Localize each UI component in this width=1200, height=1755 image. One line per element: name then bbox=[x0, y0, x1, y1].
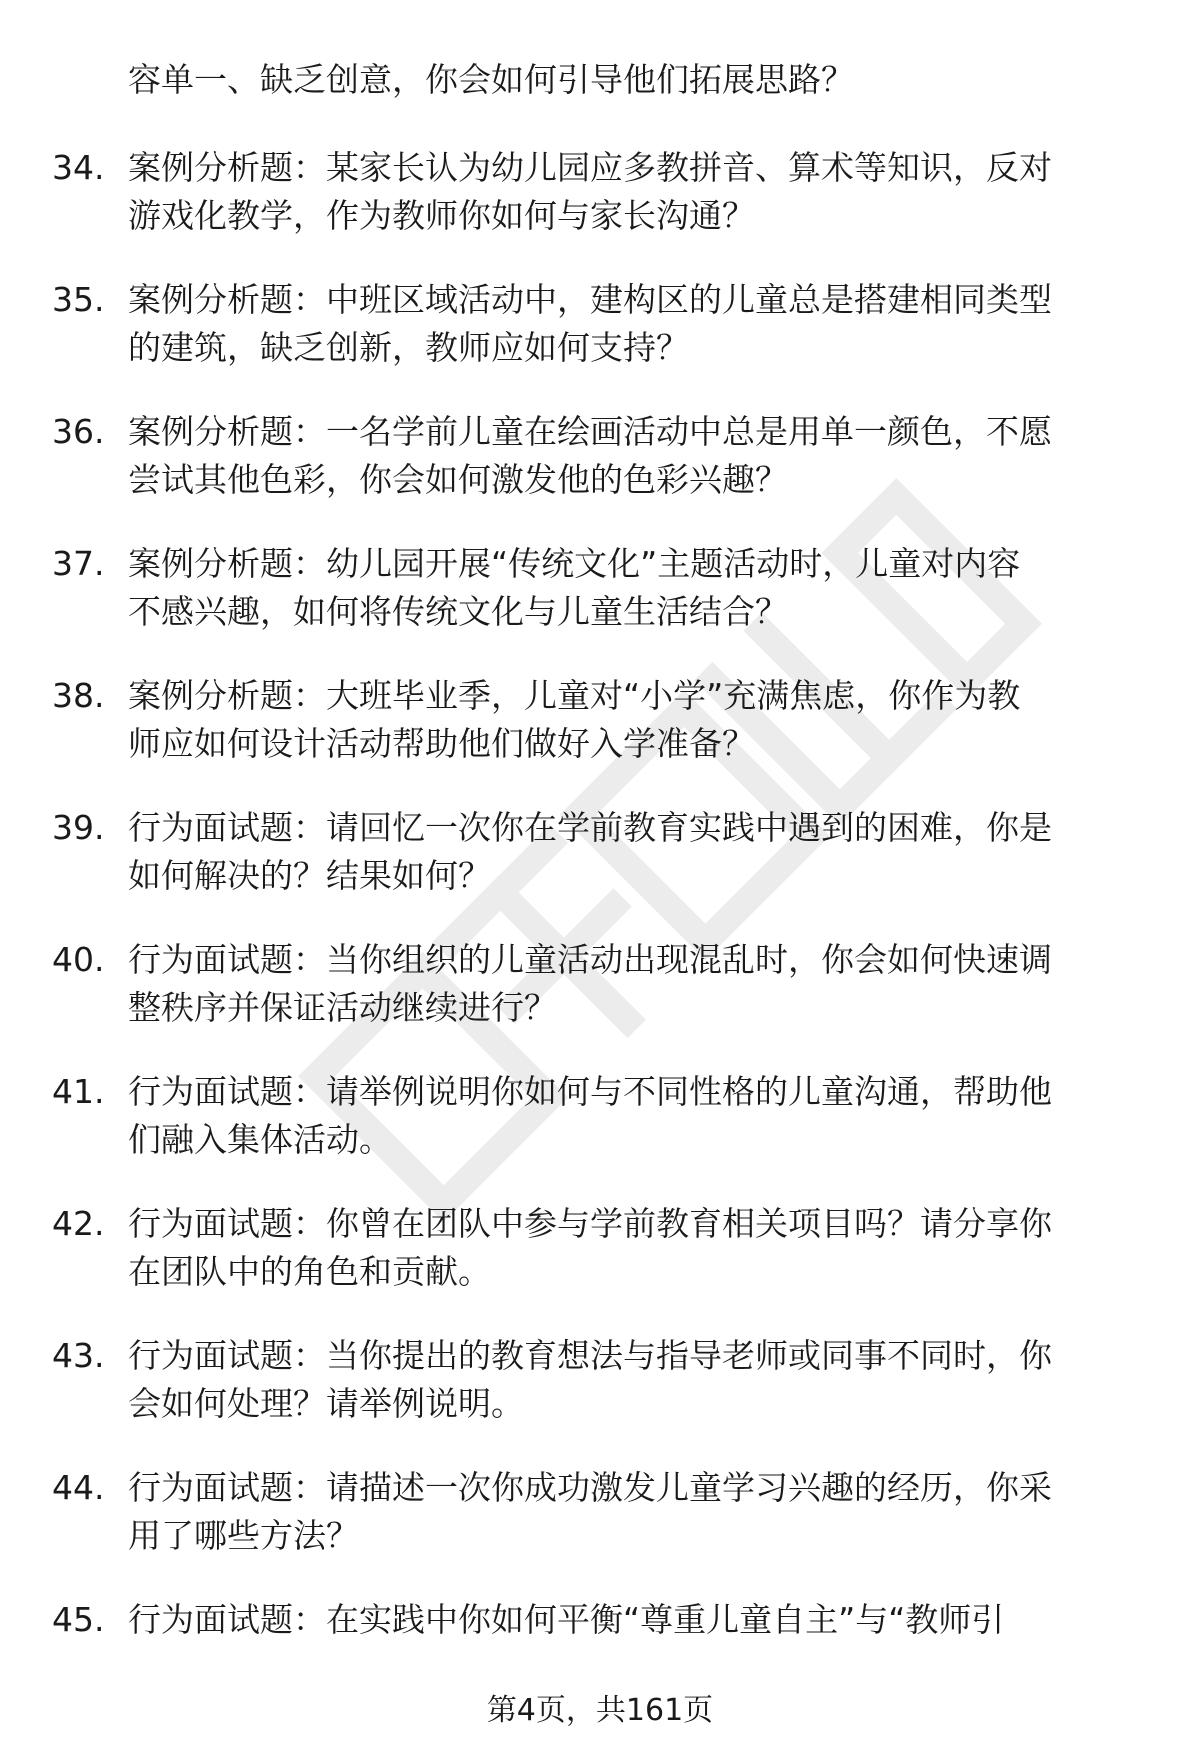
question-item bbox=[0, 672, 1200, 768]
question-number: 36. bbox=[52, 412, 105, 451]
question-text bbox=[128, 1464, 1138, 1560]
question-item bbox=[0, 408, 1200, 504]
question-number: 37. bbox=[52, 544, 105, 583]
question-text-line: 案例分析题：大班毕业季，儿童对“小学”充满焦虑，你作为教 bbox=[128, 676, 1021, 715]
question-item bbox=[0, 1332, 1200, 1428]
question-number: 40. bbox=[52, 940, 105, 979]
question-text-line: 行为面试题：当你组织的儿童活动出现混乱时，你会如何快速调 bbox=[128, 940, 1052, 979]
question-text-line: 案例分析题：幼儿园开展“传统文化”主题活动时，儿童对内容 bbox=[128, 544, 1021, 583]
question-text-line: 整秩序并保证活动继续进行？ bbox=[128, 988, 557, 1027]
question-text bbox=[128, 276, 1138, 372]
question-item bbox=[0, 1464, 1200, 1560]
question-text bbox=[128, 936, 1138, 1032]
question-text-line: 不感兴趣，如何将传统文化与儿童生活结合？ bbox=[128, 592, 788, 631]
page-footer: 第4页，共161页 bbox=[486, 1693, 714, 1728]
question-text-line: 行为面试题：请描述一次你成功激发儿童学习兴趣的经历，你采 bbox=[128, 1468, 1052, 1507]
question-number: 45. bbox=[52, 1600, 105, 1639]
question-text-line: 用了哪些方法？ bbox=[128, 1516, 359, 1555]
question-item bbox=[0, 144, 1200, 240]
question-item bbox=[0, 1596, 1200, 1692]
question-number: 39. bbox=[52, 808, 105, 847]
question-text-line: 师应如何设计活动帮助他们做好入学准备？ bbox=[128, 724, 755, 763]
question-number: 35. bbox=[52, 280, 105, 319]
question-item bbox=[0, 276, 1200, 372]
question-list bbox=[0, 144, 1200, 1728]
question-text bbox=[128, 804, 1138, 900]
question-text bbox=[128, 1200, 1138, 1296]
question-text-line: 游戏化教学，作为教师你如何与家长沟通？ bbox=[128, 196, 755, 235]
question-text bbox=[128, 540, 1138, 636]
question-text-line: 行为面试题：在实践中你如何平衡“尊重儿童自主”与“教师引 bbox=[128, 1600, 1005, 1639]
question-text bbox=[128, 1068, 1138, 1164]
question-text-line: 尝试其他色彩，你会如何激发他的色彩兴趣？ bbox=[128, 460, 788, 499]
question-text-line: 案例分析题：一名学前儿童在绘画活动中总是用单一颜色，不愿 bbox=[128, 412, 1052, 451]
question-text bbox=[128, 672, 1138, 768]
question-text-line: 案例分析题：中班区域活动中，建构区的儿童总是搭建相同类型 bbox=[128, 280, 1052, 319]
question-number: 42. bbox=[52, 1204, 105, 1243]
question-text-line: 会如何处理？请举例说明。 bbox=[128, 1384, 524, 1423]
question-text-line: 们融入集体活动。 bbox=[128, 1120, 392, 1159]
question-text-line: 在团队中的角色和贡献。 bbox=[128, 1252, 491, 1291]
question-text-line: 案例分析题：某家长认为幼儿园应多教拼音、算术等知识，反对 bbox=[128, 148, 1052, 187]
question-text bbox=[128, 1332, 1138, 1428]
question-item bbox=[0, 804, 1200, 900]
question-text bbox=[128, 144, 1138, 240]
question-number: 34. bbox=[52, 148, 105, 187]
question-text bbox=[128, 408, 1138, 504]
question-text-line: 行为面试题：请回忆一次你在学前教育实践中遇到的困难，你是 bbox=[128, 808, 1052, 847]
question-number: 43. bbox=[52, 1336, 105, 1375]
question-item bbox=[0, 540, 1200, 636]
question-item bbox=[0, 1200, 1200, 1296]
question-text-line: 行为面试题：当你提出的教育想法与指导老师或同事不同时，你 bbox=[128, 1336, 1052, 1375]
question-text-line: 行为面试题：请举例说明你如何与不同性格的儿童沟通，帮助他 bbox=[128, 1072, 1052, 1111]
question-number: 41. bbox=[52, 1072, 105, 1111]
question-text-line: 的建筑，缺乏创新，教师应如何支持？ bbox=[128, 328, 689, 367]
question-number: 38. bbox=[52, 676, 105, 715]
continued-question-text: 容单一、缺乏创意，你会如何引导他们拓展思路？ bbox=[128, 60, 854, 99]
question-item bbox=[0, 1068, 1200, 1164]
question-text bbox=[128, 1596, 1138, 1644]
question-number: 44. bbox=[52, 1468, 105, 1507]
question-text-line: 如何解决的？结果如何？ bbox=[128, 856, 491, 895]
question-item bbox=[0, 936, 1200, 1032]
question-text-line: 行为面试题：你曾在团队中参与学前教育相关项目吗？请分享你 bbox=[128, 1204, 1052, 1243]
